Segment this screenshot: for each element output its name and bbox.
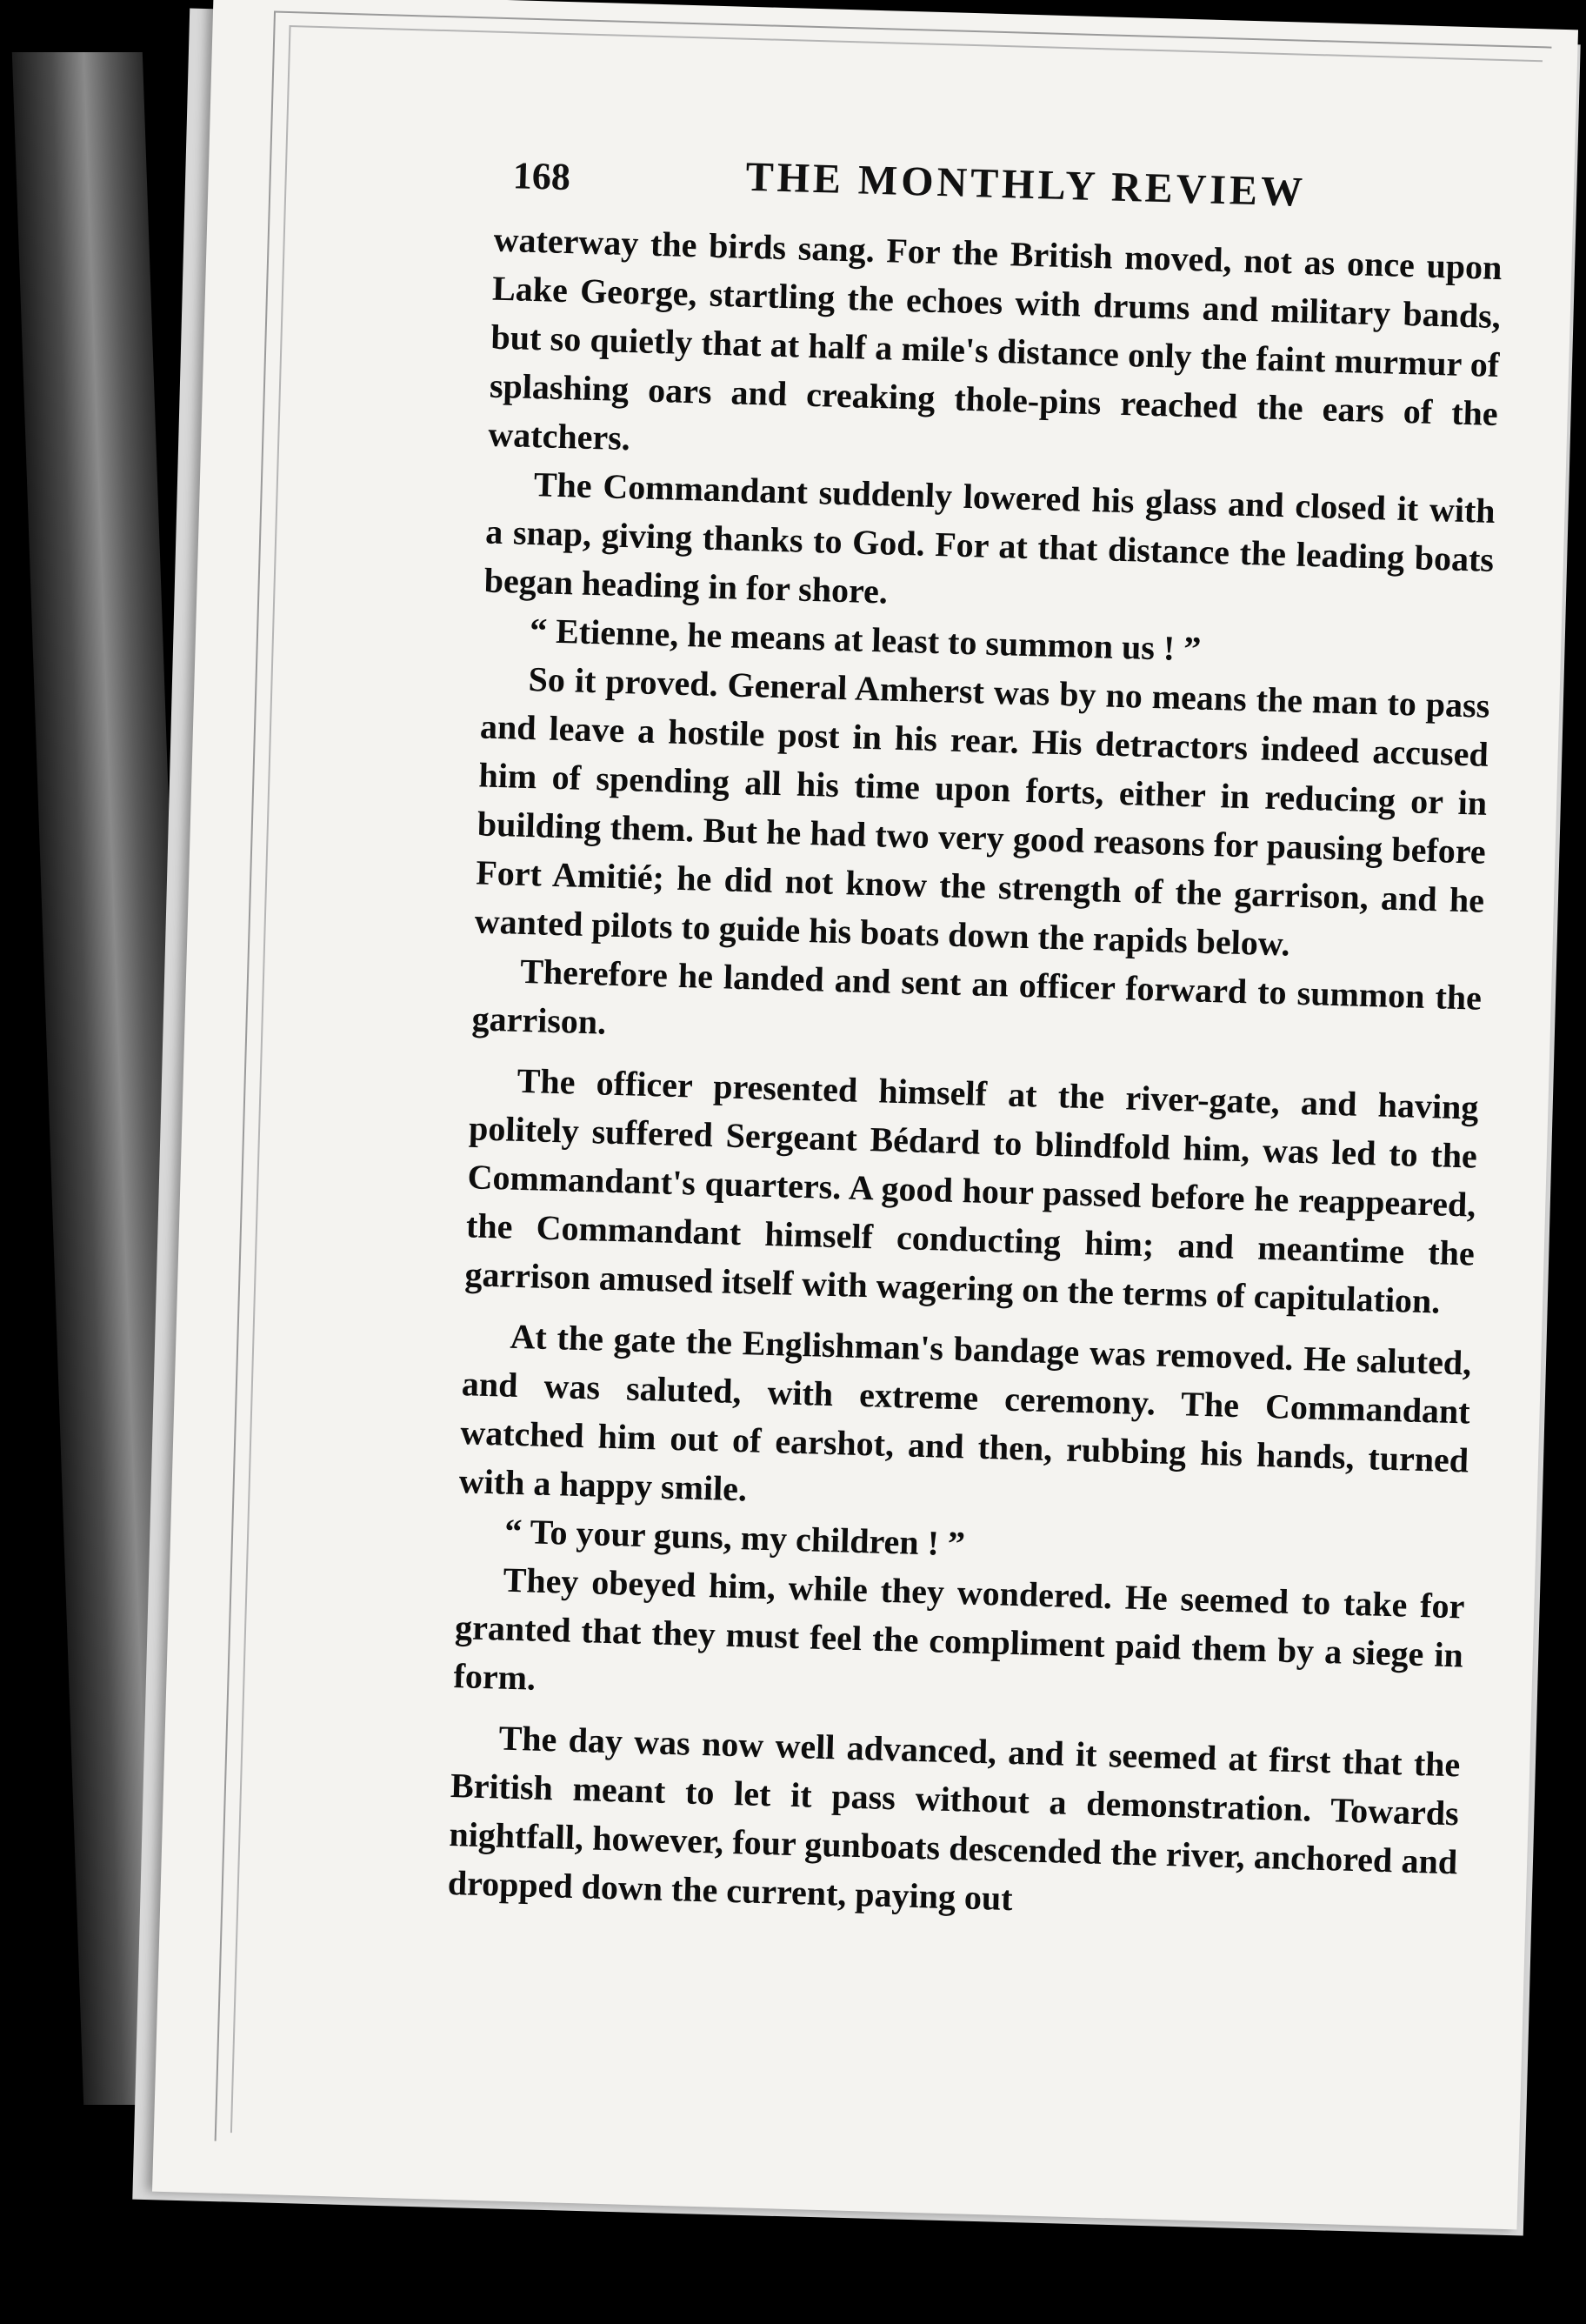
page-number: 168 <box>512 154 571 199</box>
paragraph-3: “ Etienne, he means at least to summon us ! ” <box>529 611 1202 669</box>
body-text <box>447 216 1503 1936</box>
paragraph-7: At the gate the Englishman's bandage was removed. He saluted, and was saluted, with extreme ceremony. The Commandant watched him out of earshot, and then, rubbing his hands, turned with a happy smile. <box>458 1316 1472 1509</box>
journal-title: THE MONTHLY REVIEW <box>744 153 1307 216</box>
paragraph-5: Therefore he landed and sent an officer forward to summon the garrison. <box>471 951 1483 1042</box>
book-page <box>152 0 1578 2229</box>
paragraph-1: waterway the birds sang. For the British moved, not as once upon Lake George, startling the echoes with drums and military bands, but so quietly that at half a mile's distance only the faint murmur of splashing oars and creaking thole-pins reached the ears of the watchers. <box>487 219 1503 458</box>
paragraph-10: The day was now well advanced, and it seemed at first that the British meant to let it pass without a demonstration. Towards nightfall, however, four gunboats descended the river, anchored and dropped down the current, paying out <box>447 1718 1461 1919</box>
running-head <box>512 146 1505 235</box>
paragraph-9: They obeyed him, while they wondered. He seemed to take for granted that they must feel the compliment paid them by a siege in form. <box>453 1559 1465 1698</box>
paragraph-8: “ To your guns, my children ! ” <box>503 1511 966 1564</box>
paragraph-4: So it proved. General Amherst was by no means the man to pass and leave a hostile post in his rear. His detractors indeed accused him of spending all his time upon forts, either in reducing or in building them. But he had two very good reasons for pausing before Fort Amitié; he did not know the strength of the garrison, and he wanted pilots to guide his boats down the rapids below. <box>474 659 1490 964</box>
paragraph-6: The officer presented himself at the river-gate, and having politely suffered Sergeant Bédard to blindfold him, was led to the Commandant's quarters. A good hour passed before he reappeared, the Commandant himself conducting him; and meantime the garrison amused itself with wagering on the terms of capitulation. <box>463 1060 1480 1321</box>
paragraph-2: The Commandant suddenly lowered his glass and closed it with a snap, giving thanks to God. For at that distance the leading boats began heading in for shore. <box>483 464 1496 611</box>
